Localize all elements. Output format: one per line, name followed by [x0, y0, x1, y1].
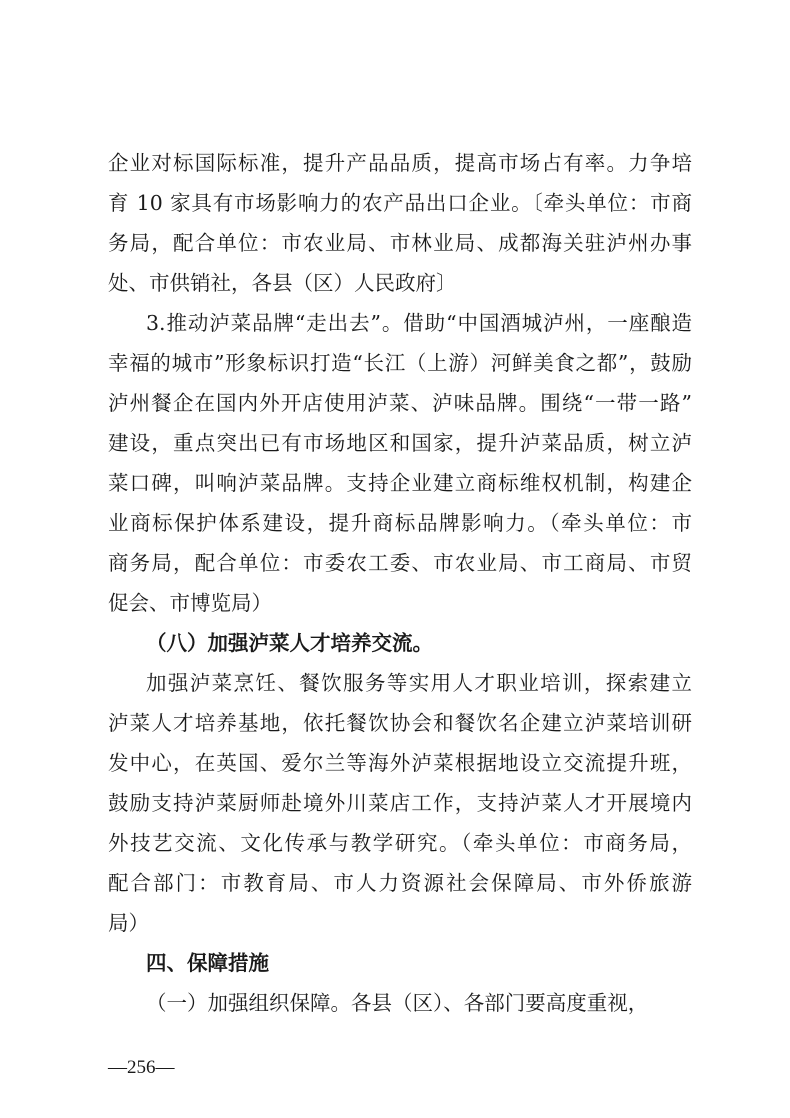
text-line: 局） — [108, 911, 149, 935]
text-line: （一）加强组织保障。各县（区）、各部门要高度重视， — [146, 991, 649, 1015]
text-line: 幸福的城市”形象标识打造“长江（上游）河鲜美食之都”，鼓励 — [108, 351, 692, 375]
text-line: 配合部门：市教育局、市人力资源社会保障局、市外侨旅游 — [108, 871, 692, 895]
page-number: —256— — [108, 1057, 175, 1078]
text-line: 务局，配合单位：市农业局、市林业局、成都海关驻泸州办事 — [108, 231, 692, 255]
text-line: 处、市供销社，各县（区）人民政府〕 — [108, 271, 457, 295]
text-line: 鼓励支持泸菜厨师赴境外川菜店工作，支持泸菜人才开展境内 — [108, 791, 692, 815]
text-line: 建设，重点突出已有市场地区和国家，提升泸菜品质，树立泸 — [108, 431, 692, 455]
text-line: 商务局，配合单位：市委农工委、市农业局、市工商局、市贸 — [108, 551, 692, 575]
text-line: 3.推动泸菜品牌“走出去”。借助“中国酒城泸州，一座酿造 — [146, 311, 692, 335]
text-line: 业商标保护体系建设，提升商标品牌影响力。（牵头单位：市 — [108, 511, 692, 535]
text-line: 泸州餐企在国内外开店使用泸菜、泸味品牌。围绕“一带一路” — [108, 391, 692, 415]
section-heading: （八）加强泸菜人才培养交流。 — [146, 631, 433, 655]
chapter-heading: 四、保障措施 — [146, 951, 269, 975]
text-line: 企业对标国际标准，提升产品品质，提高市场占有率。力争培 — [108, 151, 692, 175]
text-line: 菜口碑，叫响泸菜品牌。支持企业建立商标维权机制，构建企 — [108, 471, 692, 495]
text-line: 外技艺交流、文化传承与教学研究。（牵头单位：市商务局， — [108, 831, 692, 855]
text-line: 泸菜人才培养基地，依托餐饮协会和餐饮名企建立泸菜培训研 — [108, 711, 692, 735]
text-line: 育 10 家具有市场影响力的农产品出口企业。〔牵头单位：市商 — [108, 191, 692, 215]
text-line: 促会、市博览局） — [108, 591, 272, 615]
text-line: 发中心，在英国、爱尔兰等海外泸菜根据地设立交流提升班， — [108, 751, 692, 775]
text-line: 加强泸菜烹饪、餐饮服务等实用人才职业培训，探索建立 — [146, 671, 692, 695]
